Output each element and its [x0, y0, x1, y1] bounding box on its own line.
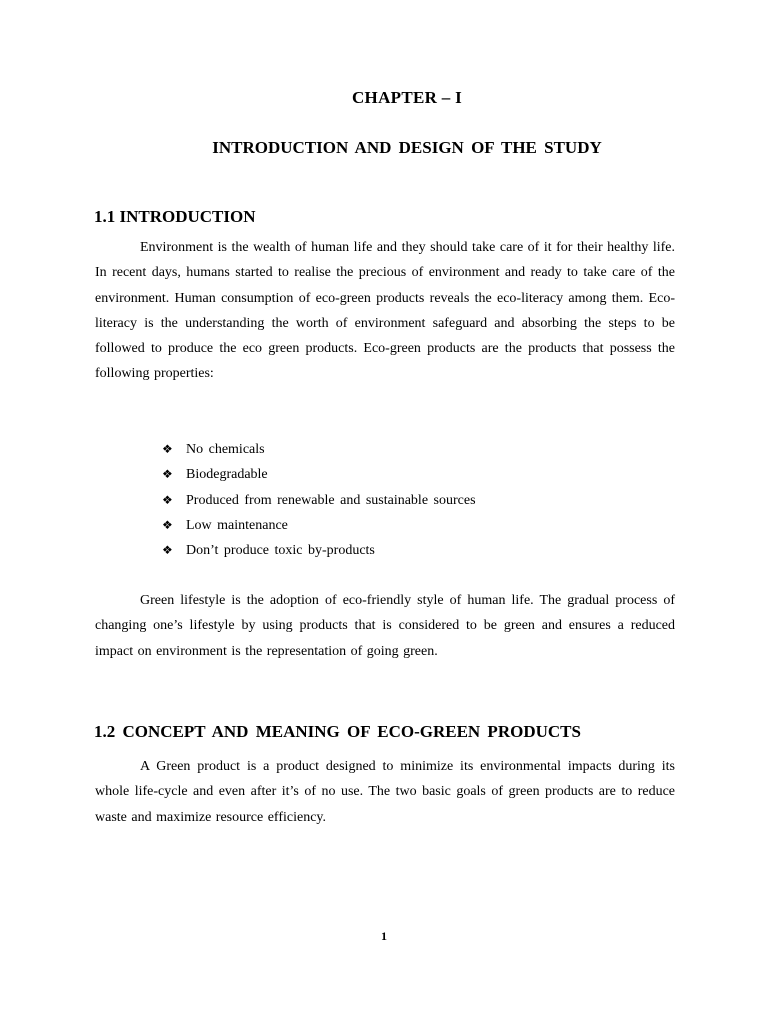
diamond-bullet-icon: ❖	[162, 467, 173, 482]
list-item	[162, 488, 476, 513]
page-number: 1	[381, 929, 387, 943]
list-item	[162, 538, 476, 563]
section-2-paragraph: A Green product is a product designed to minimize its environmental impacts during its whole life-cycle and even after it’s of no use. The two basic goals of green products are to reduce waste and maximize resource efficiency.	[95, 759, 675, 825]
section-1-paragraph: Environment is the wealth of human life and they should take care of it for their healthy life. In recent days, humans started to realise the precious of environment and ready to take care of the environment. Human consumption of eco-green products reveals the eco-literacy among them. Eco-literacy is the understanding the worth of environment safeguard and absorbing the steps to be followed to produce the eco green products. Eco-green products are the products that possess the following properties:	[95, 240, 675, 382]
properties-list	[162, 437, 476, 563]
list-item	[162, 437, 476, 462]
list-item-text: Don’t produce toxic by-products	[186, 543, 375, 559]
list-item	[162, 462, 476, 487]
diamond-bullet-icon: ❖	[162, 492, 173, 507]
chapter-title: INTRODUCTION AND DESIGN OF THE STUDY	[212, 138, 602, 157]
section-2-heading: 1.2 CONCEPT AND MEANING OF ECO-GREEN PRODUCTS	[94, 722, 581, 741]
list-item-text: Produced from renewable and sustainable sources	[186, 492, 476, 508]
diamond-bullet-icon: ❖	[162, 517, 173, 532]
section-1-heading: 1.1 INTRODUCTION	[94, 207, 256, 226]
list-item-text: Low maintenance	[186, 517, 288, 533]
list-item	[162, 513, 476, 538]
section-1-paragraph-2: Green lifestyle is the adoption of eco-friendly style of human life. The gradual process of changing one’s lifestyle by using products that is considered to be green and ensures a reduced impact on environment is the representation of going green.	[95, 593, 675, 659]
list-item-text: No chemicals	[186, 442, 265, 457]
chapter-label: CHAPTER – I	[351, 88, 463, 107]
list-item-text: Biodegradable	[186, 467, 268, 483]
diamond-bullet-icon: ❖	[162, 543, 173, 558]
diamond-bullet-icon: ❖	[162, 442, 173, 456]
